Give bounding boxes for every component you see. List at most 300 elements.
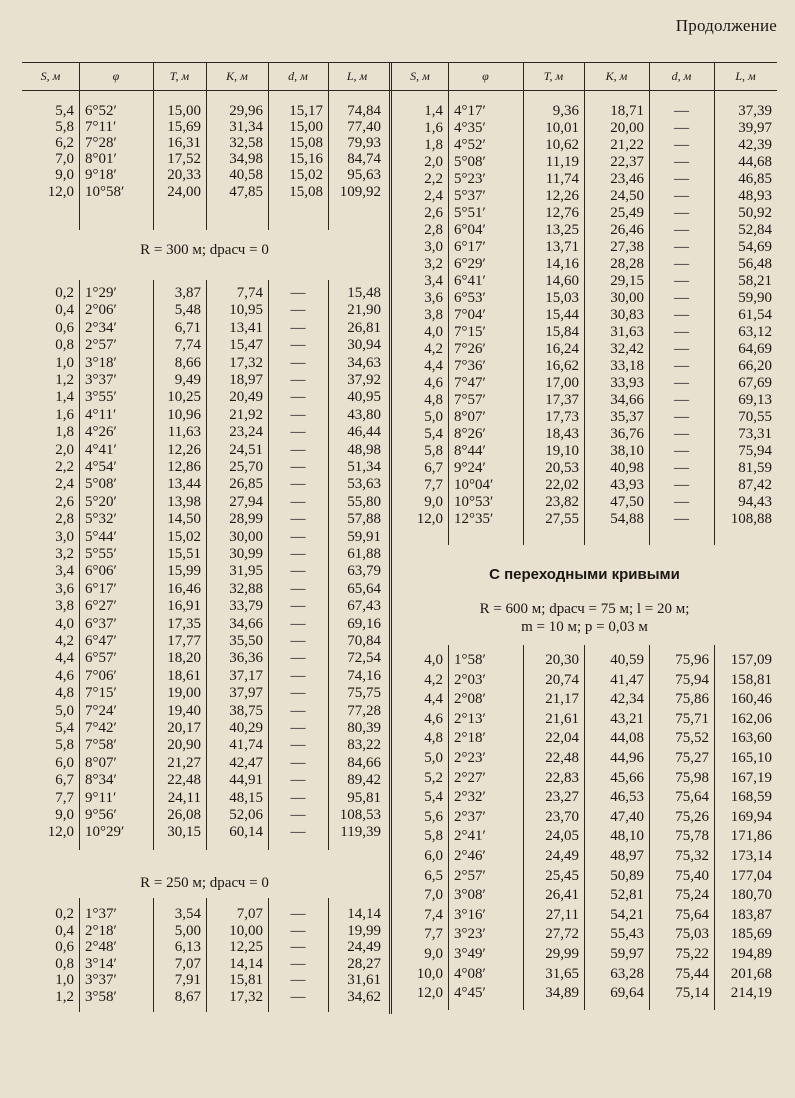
table-cell-s: 1,6 bbox=[55, 406, 74, 423]
table-cell-t: 18,61 bbox=[167, 667, 201, 684]
table-cell-d: 15,08 bbox=[289, 183, 323, 200]
table-cell-l: 57,88 bbox=[347, 511, 381, 528]
table-cell-s: 4,8 bbox=[55, 685, 74, 702]
table-cell-l: 168,59 bbox=[730, 789, 772, 806]
table-cell-d: — bbox=[290, 633, 306, 649]
table-cell-t: 20,33 bbox=[167, 167, 201, 184]
table-cell-phi: 8°44′ bbox=[454, 443, 486, 459]
table-cell-l: 75,94 bbox=[738, 443, 772, 459]
center-double-divider bbox=[389, 62, 392, 1014]
table-cell-k: 21,92 bbox=[229, 406, 263, 423]
table-cell-t: 21,17 bbox=[545, 691, 579, 708]
table-row bbox=[22, 459, 386, 475]
column-divider-left bbox=[328, 898, 329, 1012]
table-cell-l: 56,48 bbox=[738, 256, 772, 272]
table-row bbox=[22, 546, 386, 562]
table-cell-k: 32,58 bbox=[229, 135, 263, 152]
column-divider-left bbox=[153, 898, 154, 1012]
table-cell-phi: 2°48′ bbox=[85, 939, 117, 956]
table-cell-t: 17,00 bbox=[545, 375, 579, 391]
table-row bbox=[22, 119, 386, 135]
table-cell-t: 12,86 bbox=[167, 459, 201, 475]
table-cell-s: 5,4 bbox=[424, 426, 443, 442]
table-cell-l: 28,27 bbox=[347, 955, 381, 972]
table-cell-k: 30,00 bbox=[229, 528, 263, 545]
table-cell-k: 38,75 bbox=[229, 702, 263, 719]
table-cell-d: — bbox=[290, 989, 306, 1005]
table-row bbox=[22, 685, 386, 701]
table-cell-phi: 8°07′ bbox=[85, 754, 117, 771]
table-cell-l: 46,44 bbox=[347, 424, 381, 441]
table-cell-s: 5,4 bbox=[424, 789, 443, 806]
table-row bbox=[22, 442, 386, 458]
table-cell-l: 201,68 bbox=[730, 965, 772, 982]
table-cell-s: 5,6 bbox=[424, 808, 443, 825]
table-cell-l: 19,99 bbox=[347, 922, 381, 939]
table-cell-s: 12,0 bbox=[47, 824, 74, 841]
table-cell-d: 75,24 bbox=[675, 887, 709, 904]
table-cell-s: 6,2 bbox=[55, 135, 74, 152]
table-cell-k: 54,88 bbox=[610, 511, 644, 527]
table-cell-s: 0,2 bbox=[55, 906, 74, 922]
table-cell-k: 7,07 bbox=[236, 906, 263, 922]
table-cell-d: 75,14 bbox=[675, 985, 709, 1002]
table-cell-s: 7,4 bbox=[424, 906, 443, 923]
table-cell-t: 22,83 bbox=[545, 769, 579, 786]
table-cell-s: 0,8 bbox=[55, 337, 74, 354]
table-cell-t: 11,74 bbox=[545, 171, 579, 187]
table-cell-k: 48,15 bbox=[229, 789, 263, 806]
table-cell-s: 5,0 bbox=[424, 409, 443, 425]
table-cell-l: 40,95 bbox=[347, 389, 381, 406]
table-cell-s: 1,4 bbox=[55, 389, 74, 406]
column-header-left-3: K, м bbox=[226, 69, 248, 83]
table-cell-t: 15,03 bbox=[545, 290, 579, 306]
table-cell-l: 59,91 bbox=[347, 528, 381, 545]
table-cell-t: 18,43 bbox=[545, 426, 579, 442]
table-cell-d: — bbox=[674, 460, 689, 476]
table-cell-k: 34,98 bbox=[229, 151, 263, 168]
table-cell-t: 6,71 bbox=[174, 319, 201, 336]
table-cell-s: 2,6 bbox=[55, 493, 74, 510]
table-cell-phi: 2°37′ bbox=[454, 808, 486, 825]
table-cell-s: 2,6 bbox=[424, 205, 443, 221]
table-cell-phi: 3°14′ bbox=[85, 955, 117, 972]
table-cell-d: — bbox=[290, 546, 306, 562]
table-cell-s: 12,0 bbox=[416, 985, 443, 1002]
table-cell-t: 17,77 bbox=[167, 633, 201, 649]
column-divider-right bbox=[448, 645, 449, 1010]
table-cell-t: 15,69 bbox=[167, 119, 201, 136]
table-cell-l: 70,55 bbox=[738, 409, 772, 425]
table-cell-phi: 6°29′ bbox=[454, 256, 486, 272]
table-cell-phi: 3°08′ bbox=[454, 887, 486, 904]
table-cell-l: 163,60 bbox=[730, 730, 772, 747]
table-cell-d: — bbox=[674, 171, 689, 187]
table-cell-t: 9,49 bbox=[174, 372, 201, 388]
section-transition-title: С переходными кривыми bbox=[489, 566, 680, 583]
table-cell-phi: 7°24′ bbox=[85, 702, 117, 719]
table-cell-l: 37,39 bbox=[738, 103, 772, 119]
table-row bbox=[22, 511, 386, 527]
table-cell-s: 4,6 bbox=[424, 710, 443, 727]
table-cell-s: 4,2 bbox=[55, 633, 74, 649]
table-cell-phi: 7°04′ bbox=[454, 307, 486, 323]
table-cell-k: 47,50 bbox=[610, 494, 644, 510]
table-cell-k: 22,37 bbox=[610, 154, 644, 170]
table-cell-l: 80,39 bbox=[347, 720, 381, 736]
table-cell-phi: 7°28′ bbox=[85, 135, 117, 152]
table-cell-phi: 7°11′ bbox=[85, 119, 117, 136]
table-cell-k: 33,79 bbox=[229, 598, 263, 615]
table-cell-d: — bbox=[674, 307, 689, 323]
table-cell-t: 26,41 bbox=[545, 887, 579, 904]
table-cell-s: 5,8 bbox=[55, 737, 74, 754]
column-header-left-1: φ bbox=[112, 69, 120, 83]
table-cell-d: — bbox=[674, 205, 689, 221]
table-cell-s: 4,4 bbox=[424, 358, 443, 374]
column-divider-right-header bbox=[714, 62, 715, 90]
column-divider-right-header bbox=[584, 62, 585, 90]
table-cell-phi: 4°11′ bbox=[85, 406, 117, 423]
table-cell-phi: 6°37′ bbox=[85, 615, 117, 632]
table-cell-t: 22,04 bbox=[545, 730, 579, 747]
table-cell-t: 13,44 bbox=[167, 476, 201, 493]
table-cell-phi: 2°03′ bbox=[454, 671, 486, 688]
table-cell-d: 75,86 bbox=[675, 691, 709, 708]
table-cell-s: 0,4 bbox=[55, 922, 74, 939]
table-cell-k: 43,21 bbox=[610, 710, 644, 727]
table-cell-d: — bbox=[290, 772, 306, 789]
table-cell-phi: 4°45′ bbox=[454, 985, 486, 1002]
table-cell-l: 65,64 bbox=[347, 580, 381, 597]
table-cell-phi: 4°17′ bbox=[454, 103, 486, 119]
table-cell-s: 4,0 bbox=[424, 324, 443, 340]
table-cell-s: 5,8 bbox=[424, 828, 443, 845]
table-cell-s: 6,7 bbox=[55, 772, 74, 789]
table-cell-k: 27,38 bbox=[610, 239, 644, 255]
table-cell-s: 0,8 bbox=[55, 955, 74, 972]
table-cell-t: 15,02 bbox=[167, 528, 201, 545]
table-cell-k: 28,99 bbox=[229, 511, 263, 528]
table-cell-d: — bbox=[290, 424, 306, 441]
table-cell-l: 157,09 bbox=[730, 652, 772, 668]
table-cell-s: 3,8 bbox=[55, 598, 74, 615]
table-cell-l: 53,63 bbox=[347, 476, 381, 493]
table-cell-d: — bbox=[290, 720, 306, 736]
table-cell-t: 27,55 bbox=[545, 511, 579, 527]
table-cell-phi: 3°23′ bbox=[454, 926, 486, 943]
column-divider-right-header bbox=[523, 62, 524, 90]
column-header-right-0: S, м bbox=[410, 69, 430, 83]
table-cell-k: 54,21 bbox=[610, 906, 644, 923]
table-row bbox=[22, 135, 386, 151]
table-cell-phi: 10°29′ bbox=[85, 824, 125, 841]
table-cell-t: 17,52 bbox=[167, 151, 201, 168]
table-row bbox=[22, 633, 386, 649]
table-cell-l: 74,84 bbox=[347, 103, 381, 119]
column-divider-left-header bbox=[268, 62, 269, 90]
table-row bbox=[22, 807, 386, 823]
table-cell-l: 108,53 bbox=[339, 807, 381, 823]
table-cell-d: 75,27 bbox=[675, 750, 709, 766]
table-cell-k: 36,36 bbox=[229, 650, 263, 667]
table-cell-d: — bbox=[290, 372, 306, 388]
table-cell-t: 12,26 bbox=[167, 441, 201, 458]
table-cell-phi: 5°08′ bbox=[85, 476, 117, 493]
table-cell-phi: 4°08′ bbox=[454, 965, 486, 982]
table-cell-l: 77,40 bbox=[347, 119, 381, 136]
table-cell-d: — bbox=[290, 528, 306, 545]
table-cell-t: 19,10 bbox=[545, 443, 579, 459]
table-cell-s: 4,6 bbox=[55, 667, 74, 684]
table-cell-l: 162,06 bbox=[730, 710, 772, 727]
table-cell-s: 0,4 bbox=[55, 302, 74, 319]
table-cell-phi: 3°49′ bbox=[454, 946, 486, 962]
table-cell-k: 23,46 bbox=[610, 171, 644, 187]
column-divider-left bbox=[79, 90, 80, 230]
table-cell-k: 15,81 bbox=[229, 972, 263, 989]
column-divider-left bbox=[153, 280, 154, 850]
table-cell-l: 165,10 bbox=[730, 750, 772, 766]
table-cell-s: 4,2 bbox=[424, 341, 443, 357]
table-cell-k: 7,74 bbox=[236, 285, 263, 301]
table-cell-phi: 9°56′ bbox=[85, 807, 117, 823]
table-cell-phi: 2°08′ bbox=[454, 691, 486, 708]
table-cell-k: 37,97 bbox=[229, 685, 263, 702]
table-cell-k: 20,49 bbox=[229, 389, 263, 406]
table-cell-s: 5,4 bbox=[55, 103, 74, 119]
table-cell-phi: 10°04′ bbox=[454, 477, 494, 493]
table-cell-l: 55,80 bbox=[347, 493, 381, 510]
table-cell-l: 39,97 bbox=[738, 120, 772, 136]
table-cell-l: 95,63 bbox=[347, 167, 381, 184]
table-cell-d: — bbox=[674, 443, 689, 459]
table-cell-k: 55,43 bbox=[610, 926, 644, 943]
column-divider-left bbox=[206, 90, 207, 230]
column-divider-left bbox=[79, 898, 80, 1012]
table-cell-phi: 10°53′ bbox=[454, 494, 494, 510]
table-cell-d: — bbox=[674, 477, 689, 493]
table-cell-d: — bbox=[290, 389, 306, 406]
table-cell-t: 11,19 bbox=[545, 154, 579, 170]
table-cell-s: 5,0 bbox=[55, 702, 74, 719]
column-divider-right bbox=[584, 90, 585, 545]
table-cell-k: 30,00 bbox=[610, 290, 644, 306]
table-cell-s: 4,2 bbox=[424, 671, 443, 688]
table-cell-phi: 9°24′ bbox=[454, 460, 486, 476]
table-cell-l: 87,42 bbox=[738, 477, 772, 493]
table-cell-l: 84,66 bbox=[347, 754, 381, 771]
table-cell-t: 16,91 bbox=[167, 598, 201, 615]
table-cell-d: 75,52 bbox=[675, 730, 709, 747]
table-cell-t: 14,50 bbox=[167, 511, 201, 528]
table-cell-d: 75,44 bbox=[675, 965, 709, 982]
table-cell-s: 2,8 bbox=[424, 222, 443, 238]
table-cell-l: 67,69 bbox=[738, 375, 772, 391]
table-cell-l: 34,62 bbox=[347, 989, 381, 1005]
table-cell-t: 20,53 bbox=[545, 460, 579, 476]
table-cell-k: 42,34 bbox=[610, 691, 644, 708]
table-cell-t: 13,98 bbox=[167, 493, 201, 510]
table-cell-d: 15,16 bbox=[289, 151, 323, 168]
table-cell-k: 18,71 bbox=[610, 103, 644, 119]
table-row bbox=[22, 939, 386, 955]
section-transition-params-1: R = 600 м; dрасч = 75 м; l = 20 м; bbox=[479, 601, 690, 617]
table-cell-t: 8,67 bbox=[174, 989, 201, 1005]
table-cell-phi: 3°18′ bbox=[85, 354, 117, 371]
table-cell-s: 4,0 bbox=[424, 652, 443, 668]
table-cell-d: — bbox=[290, 476, 306, 493]
table-cell-k: 36,76 bbox=[610, 426, 644, 442]
column-divider-right bbox=[523, 90, 524, 545]
table-cell-l: 63,79 bbox=[347, 563, 381, 580]
table-cell-l: 109,92 bbox=[339, 183, 381, 200]
table-cell-k: 45,66 bbox=[610, 769, 644, 786]
table-row bbox=[22, 285, 386, 301]
table-cell-phi: 2°18′ bbox=[454, 730, 486, 747]
table-cell-phi: 6°53′ bbox=[454, 290, 486, 306]
table-cell-t: 6,13 bbox=[174, 939, 201, 956]
table-cell-l: 73,31 bbox=[738, 426, 772, 442]
table-cell-d: — bbox=[290, 337, 306, 354]
table-cell-k: 31,95 bbox=[229, 563, 263, 580]
column-divider-left bbox=[79, 280, 80, 850]
table-cell-l: 177,04 bbox=[730, 867, 772, 884]
table-cell-l: 185,69 bbox=[730, 926, 772, 943]
table-cell-l: 66,20 bbox=[738, 358, 772, 374]
table-cell-t: 22,48 bbox=[545, 750, 579, 766]
table-cell-s: 2,2 bbox=[424, 171, 443, 187]
table-cell-t: 27,11 bbox=[545, 906, 579, 923]
table-cell-d: — bbox=[674, 222, 689, 238]
table-cell-s: 3,6 bbox=[424, 290, 443, 306]
table-cell-phi: 7°06′ bbox=[85, 667, 117, 684]
table-cell-d: — bbox=[674, 120, 689, 136]
table-cell-l: 37,92 bbox=[347, 372, 381, 388]
table-cell-l: 58,21 bbox=[738, 273, 772, 289]
table-cell-d: — bbox=[674, 409, 689, 425]
table-cell-phi: 6°41′ bbox=[454, 273, 486, 289]
table-cell-s: 1,0 bbox=[55, 972, 74, 989]
table-cell-d: 75,71 bbox=[675, 710, 709, 727]
table-cell-phi: 1°58′ bbox=[454, 652, 486, 668]
section-r250-title: R = 250 м; dрасч = 0 bbox=[140, 875, 269, 891]
table-cell-k: 25,49 bbox=[610, 205, 644, 221]
column-header-right-5: L, м bbox=[735, 69, 756, 83]
table-cell-t: 10,25 bbox=[167, 389, 201, 406]
table-cell-l: 72,54 bbox=[347, 650, 381, 667]
table-cell-k: 34,66 bbox=[229, 615, 263, 632]
table-row bbox=[22, 563, 386, 579]
table-cell-d: — bbox=[674, 358, 689, 374]
table-cell-d: — bbox=[674, 103, 689, 119]
table-cell-t: 7,91 bbox=[174, 972, 201, 989]
table-cell-d: 15,17 bbox=[289, 103, 323, 119]
table-cell-l: 84,74 bbox=[347, 151, 381, 168]
table-cell-phi: 7°42′ bbox=[85, 720, 117, 736]
table-cell-s: 5,8 bbox=[424, 443, 443, 459]
table-cell-l: 54,69 bbox=[738, 239, 772, 255]
table-row bbox=[22, 302, 386, 318]
table-cell-s: 1,8 bbox=[55, 424, 74, 441]
table-cell-l: 15,48 bbox=[347, 285, 381, 301]
table-cell-s: 7,0 bbox=[55, 151, 74, 168]
table-row bbox=[22, 529, 386, 545]
table-cell-l: 61,54 bbox=[738, 307, 772, 323]
table-cell-l: 180,70 bbox=[730, 887, 772, 904]
table-cell-d: — bbox=[674, 324, 689, 340]
table-cell-l: 64,69 bbox=[738, 341, 772, 357]
table-cell-t: 5,00 bbox=[174, 922, 201, 939]
table-cell-k: 44,96 bbox=[610, 750, 644, 766]
table-cell-k: 34,66 bbox=[610, 392, 644, 408]
table-cell-k: 41,74 bbox=[229, 737, 263, 754]
table-cell-t: 7,74 bbox=[174, 337, 201, 354]
table-cell-l: 50,92 bbox=[738, 205, 772, 221]
table-cell-phi: 7°15′ bbox=[454, 324, 486, 340]
column-divider-right bbox=[523, 645, 524, 1010]
table-cell-l: 59,90 bbox=[738, 290, 772, 306]
table-cell-s: 0,6 bbox=[55, 939, 74, 956]
table-cell-d: — bbox=[290, 285, 306, 301]
table-cell-k: 30,99 bbox=[229, 546, 263, 562]
table-cell-k: 31,34 bbox=[229, 119, 263, 136]
table-cell-phi: 2°57′ bbox=[454, 867, 486, 884]
table-cell-phi: 3°58′ bbox=[85, 989, 117, 1005]
table-cell-d: — bbox=[290, 354, 306, 371]
table-cell-k: 32,42 bbox=[610, 341, 644, 357]
table-cell-k: 44,91 bbox=[229, 772, 263, 789]
table-cell-l: 43,80 bbox=[347, 406, 381, 423]
table-cell-s: 3,6 bbox=[55, 580, 74, 597]
table-cell-l: 169,94 bbox=[730, 808, 772, 825]
table-cell-s: 3,4 bbox=[424, 273, 443, 289]
table-cell-k: 50,89 bbox=[610, 867, 644, 884]
table-row bbox=[22, 906, 386, 922]
table-cell-d: — bbox=[290, 685, 306, 702]
table-cell-t: 25,45 bbox=[545, 867, 579, 884]
table-cell-phi: 2°57′ bbox=[85, 337, 117, 354]
table-cell-d: 75,78 bbox=[675, 828, 709, 845]
table-cell-l: 95,81 bbox=[347, 789, 381, 806]
table-cell-phi: 1°29′ bbox=[85, 285, 117, 301]
table-cell-k: 69,64 bbox=[610, 985, 644, 1002]
table-cell-s: 6,0 bbox=[424, 848, 443, 864]
table-cell-t: 8,66 bbox=[174, 354, 201, 371]
table-cell-l: 75,75 bbox=[347, 685, 381, 702]
table-cell-phi: 6°27′ bbox=[85, 598, 117, 615]
table-cell-t: 17,35 bbox=[167, 615, 201, 632]
table-cell-s: 9,0 bbox=[424, 946, 443, 962]
table-cell-d: 75,94 bbox=[675, 671, 709, 688]
table-cell-l: 77,28 bbox=[347, 702, 381, 719]
table-cell-t: 10,96 bbox=[167, 406, 201, 423]
table-cell-d: — bbox=[290, 667, 306, 684]
table-cell-t: 16,24 bbox=[545, 341, 579, 357]
table-cell-s: 3,2 bbox=[424, 256, 443, 272]
table-cell-d: 15,02 bbox=[289, 167, 323, 184]
table-cell-t: 20,90 bbox=[167, 737, 201, 754]
table-cell-s: 3,2 bbox=[55, 546, 74, 562]
table-cell-d: — bbox=[674, 290, 689, 306]
table-cell-phi: 4°54′ bbox=[85, 459, 117, 475]
table-cell-k: 27,94 bbox=[229, 493, 263, 510]
column-divider-left-header bbox=[153, 62, 154, 90]
column-divider-right bbox=[649, 90, 650, 545]
table-cell-phi: 5°20′ bbox=[85, 493, 117, 510]
table-cell-k: 25,70 bbox=[229, 459, 263, 475]
